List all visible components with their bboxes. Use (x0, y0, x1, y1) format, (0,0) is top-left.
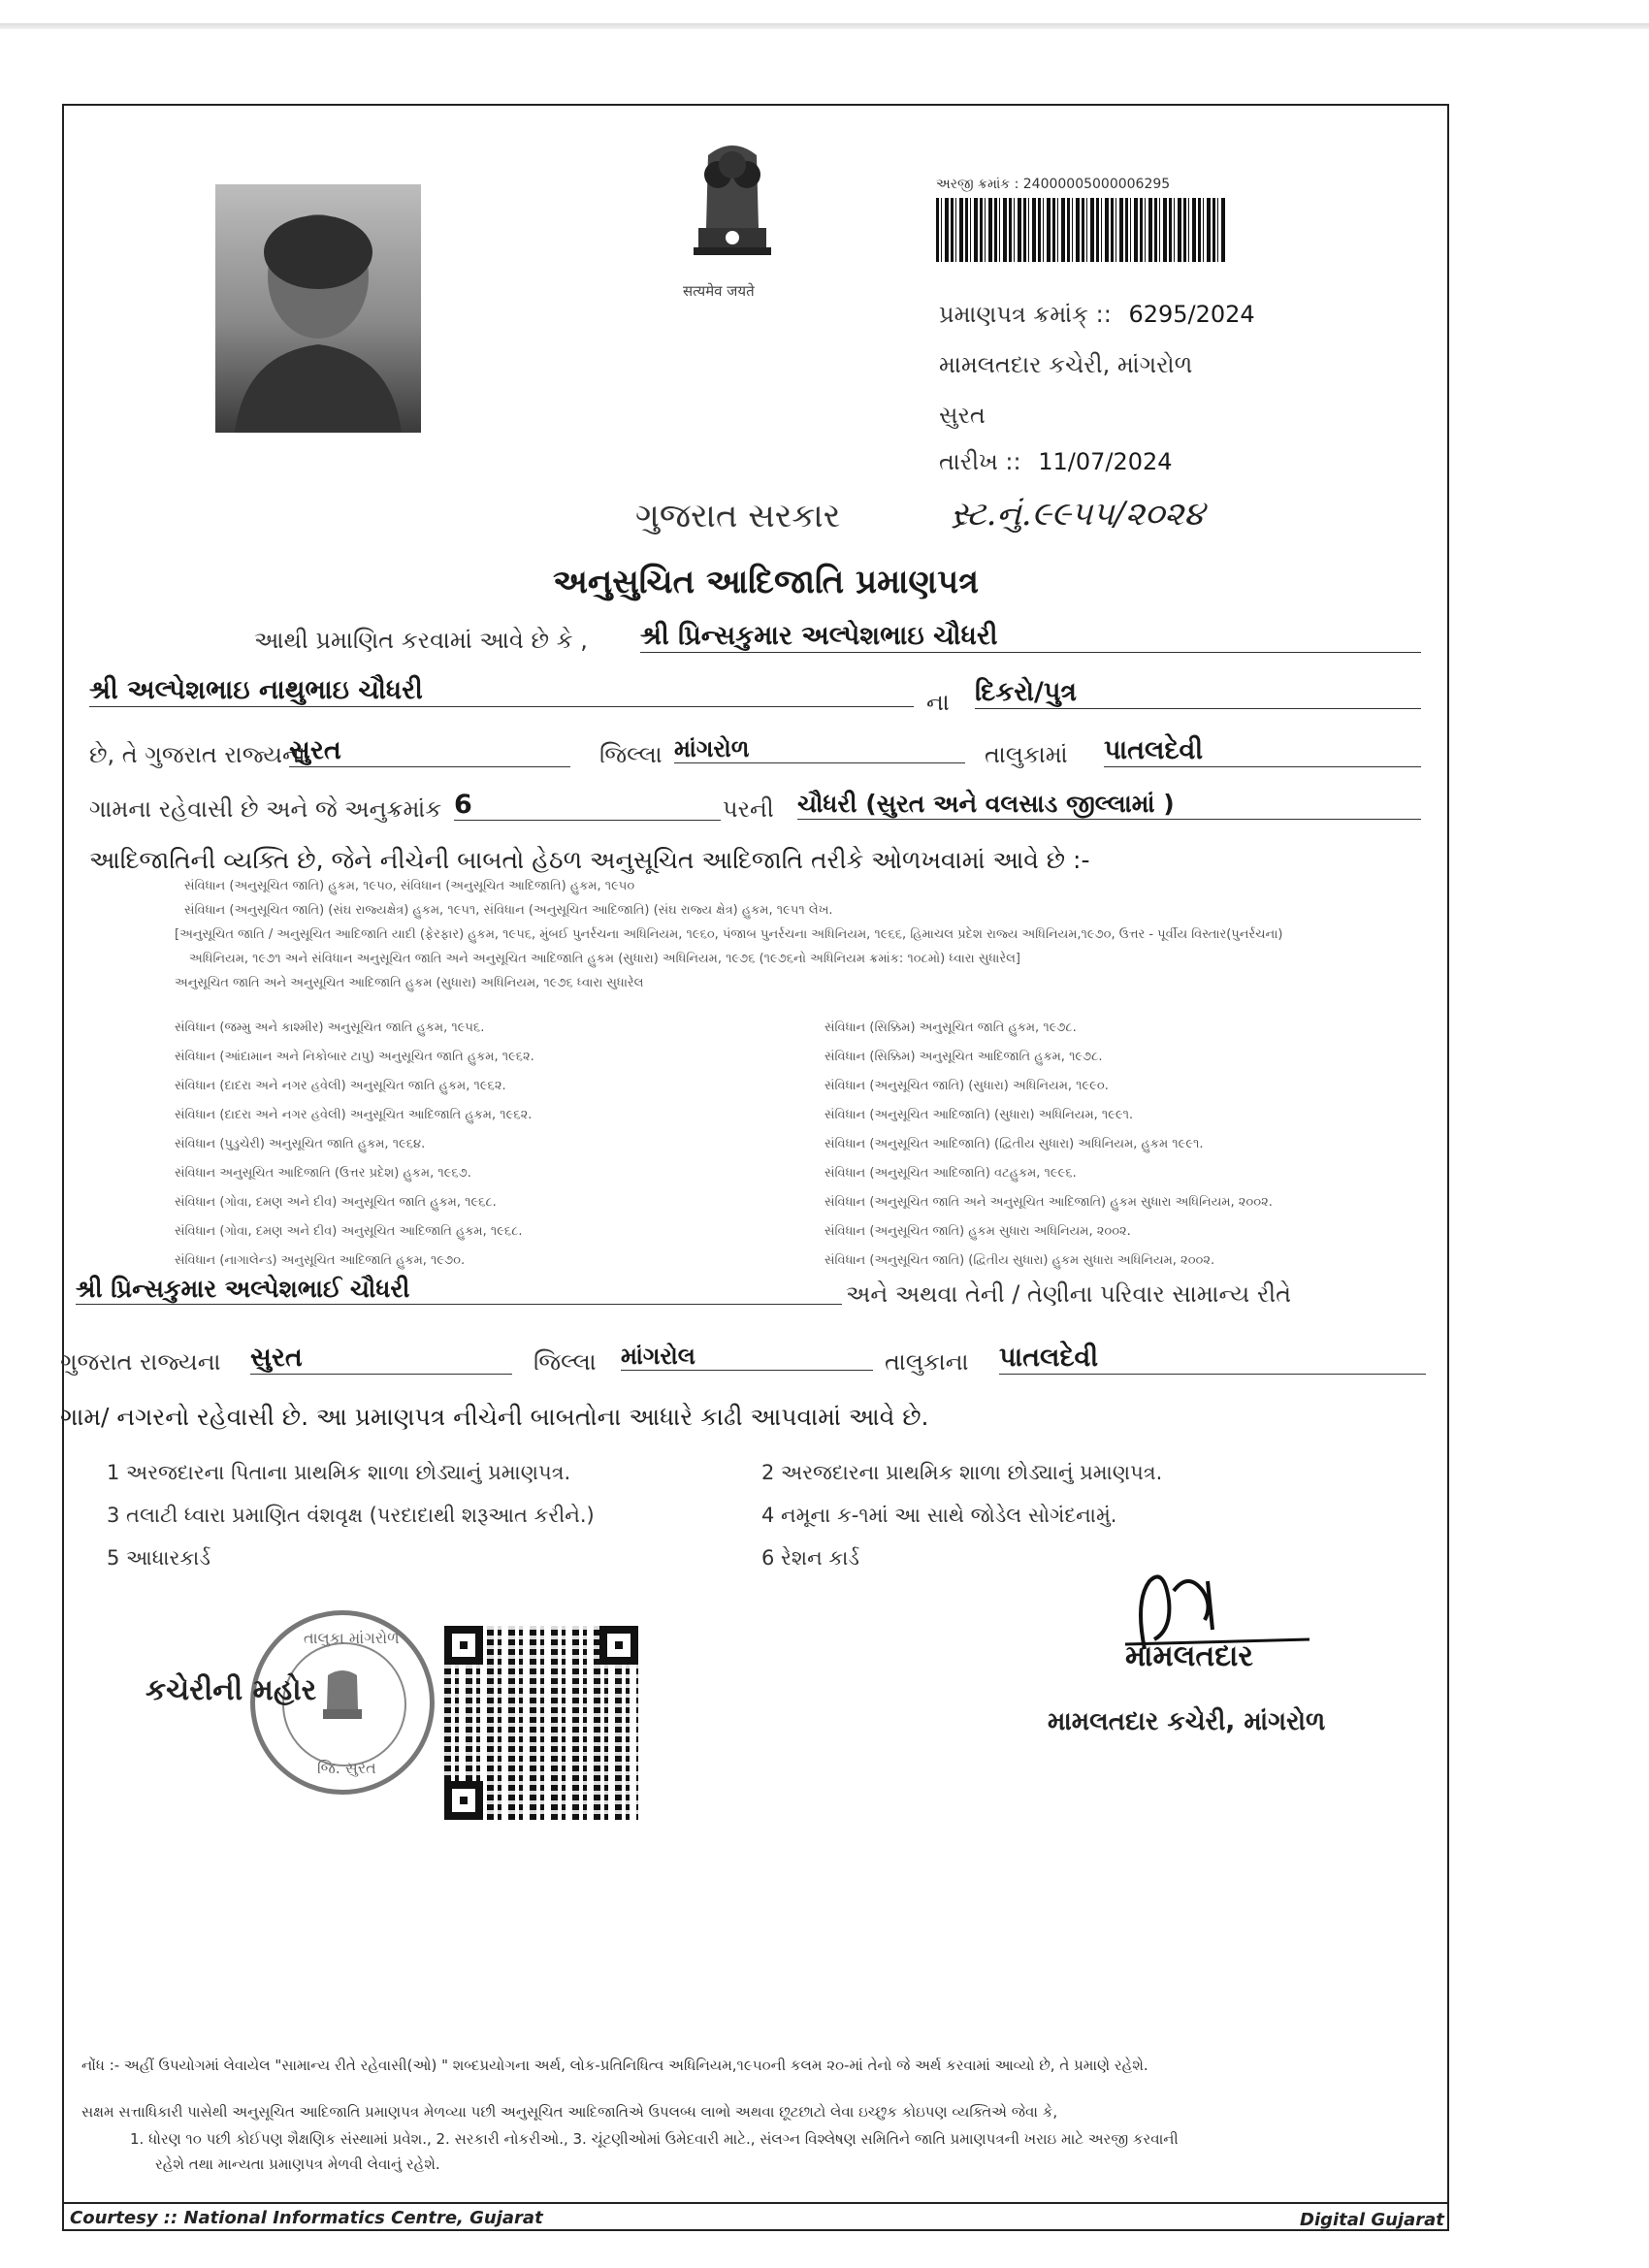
note-competent-authority: સક્ષમ સત્તાધિકારી પાસેથી અનુસૂચિત આદિજાતિ પ્રમાણપત્ર મેળવ્યા પછી અનુસૂચિત આદિજાતિએ ઉપલબ્ધ લાભો અથવા છૂટછાટો લેવા ઇચ્છુક કોઇપણ વ્યક્તિએ જેવા કે, (81, 2103, 1058, 2121)
issue-date-value: 11/07/2024 (1038, 448, 1173, 475)
family-district: સુરત (250, 1343, 512, 1375)
issue-date-label: તારીખ :: (939, 448, 1021, 475)
tribe-name: ચૌધરી (સુરત અને વલસાડ જીલ્લામાં ) (797, 790, 1421, 820)
village: પાતલદેવી (1104, 735, 1421, 767)
order-item: સંવિધાન (અનુસૂચિત જાતિ) (સુધારા) અધિનિયમ, ૧૯૯૦. (824, 1079, 1109, 1093)
state-text: છે, તે ગુજરાત રાજ્યના (89, 741, 306, 768)
ashoka-emblem-icon (669, 136, 795, 281)
basis-text: ગામ/ નગરનો રહેવાસી છે. આ પ્રમાણપત્ર નીચેની બાબતોના આધારે કાઢી આપવામાં આવે છે. (60, 1403, 929, 1431)
order-item: સંવિધાન (દાદરા અને નગર હવેલી) અનુસૂચિત આદિજાતિ હુકમ, ૧૯૬૨. (175, 1108, 533, 1122)
order-item: સંવિધાન (નાગાલેન્ડ) અનુસૂચિત આદિજાતિ હુકમ, ૧૯૭૦. (175, 1253, 466, 1268)
serial-number: 6 (454, 790, 721, 821)
order-item: અધિનિયમ, ૧૯૭૧ અને સંવિધાન અનુસૂચિત જાતિ અને અનુસૂચિત આદિજાતિ હુકમ (સુધારા) અધિનિયમ, ૧૯૭૬ (૧૯૭૬નો અધિનિયમ ક્રમાંક: ૧૦૮મો) ધ્વારા સુધારેલ] (189, 952, 1020, 966)
note-residence: નોંધ :- અહીં ઉપયોગમાં લેવાયેલ "સામાન્ય રીતે રહેવાસી(ઓ) " શબ્દપ્રયોગના અર્થ, લોક-પ્રતિનિધિત્વ અધિનિયમ,૧૯૫૦ની કલમ ૨૦-માં તેનો જે અર્થ કરવામાં આવ્યો છે, તે પ્રમાણે રહેશે. (81, 2057, 1148, 2074)
footer-courtesy: Courtesy :: National Informatics Centre, Gujarat (70, 2208, 543, 2228)
order-item: સંવિધાન (અનુસૂચિત આદિજાતિ) (સુધારા) અધિનિયમ, ૧૯૯૧. (824, 1108, 1134, 1122)
office-seal-label: કચેરીની મહોર (146, 1673, 317, 1707)
family-taluka: માંગરોલ (621, 1343, 873, 1371)
document-item: 2 અરજદારના પ્રાથમિક શાળા છોડ્યાનું પ્રમાણપત્ર. (761, 1461, 1163, 1484)
taluka-label: તાલુકામાં (985, 741, 1068, 768)
signature-office: મામલતદાર કચેરી, માંગરોળ (1048, 1707, 1326, 1736)
scan-edge (0, 23, 1649, 29)
seal-ring-text: તાલુકા માંગરોળ (304, 1629, 400, 1647)
footer-brand: Digital Gujarat (1300, 2210, 1444, 2230)
note-purposes: 1. ધોરણ ૧૦ પછી કોઈપણ શૈક્ષણિક સંસ્થામાં પ્રવેશ., 2. સરકારી નોકરીઓ., 3. ચૂંટણીઓમાં ઉમેદવારી માટે., સંલગ્ન વિશ્લેષણ સમિતિને જાતિ પ્રમાણપત્રની ખરાઇ માટે અરજી કરવાની (130, 2130, 1179, 2148)
applicant-photo (215, 184, 421, 433)
certificate-number-value: 6295/2024 (1128, 301, 1255, 328)
application-number-value: 24000005000006295 (1022, 177, 1171, 192)
barcode (936, 198, 1227, 262)
family-state-text: ગુજરાત રાજ્યના (60, 1348, 221, 1376)
order-item: સંવિધાન (અનુસૂચિત જાતિ) હુકમ, ૧૯૫૦, સંવિધાન (અનુસૂચિત આદિજાતિ) હુકમ, ૧૯૫૦ (184, 879, 635, 893)
order-item: સંવિધાન (ગોવા, દમણ અને દીવ) અનુસૂચિત જાતિ હુકમ, ૧૯૬૮. (175, 1195, 497, 1210)
certify-text: આથી પ્રમાણિત કરવામાં આવે છે કે , (254, 627, 588, 654)
order-item: સંવિધાન (અનુસૂચિત જાતિ અને અનુસૂચિત આદિજાતિ) હુકમ સુધારા અધિનિયમ, ૨૦૦૨. (824, 1195, 1273, 1210)
state-district: સુરત (289, 735, 570, 767)
family-village: પાતલદેવી (999, 1343, 1426, 1375)
family-district-label: જિલ્લા (534, 1348, 597, 1376)
order-item: સંવિધાન (અનુસૂચિત જાતિ) (સંઘ રાજ્યક્ષેત્ર) હુકમ, ૧૯૫૧, સંવિધાન (અનુસૂચિત આદિજાતિ) (સંઘ રાજ્ય ક્ષેત્ર) હુકમ, ૧૯૫૧ લેખ. (184, 903, 833, 918)
order-item: અનુસૂચિત જાતિ અને અનુસૂચિત આદિજાતિ હુકમ (સુધારા) અધિનિયમ, ૧૯૭૬ ધ્વારા સુધારેલ (175, 976, 644, 990)
order-item: સંવિધાન (દાદરા અને નગર હવેલી) અનુસૂચિત જાતિ હુકમ, ૧૯૬૨. (175, 1079, 506, 1093)
document-item: 1 અરજદારના પિતાના પ્રાથમિક શાળા છોડ્યાનું પ્રમાણપત્ર. (107, 1461, 571, 1484)
document-item: 3 તલાટી ધ્વારા પ્રમાણિત વંશવૃક્ષ (પરદાદાથી શરૂઆત કરીને.) (107, 1504, 595, 1527)
certificate-title: અનુસુચિત આદિજાતિ પ્રમાણપત્ર (553, 563, 980, 601)
seal-bottom-text: જિ. સુરત (317, 1759, 376, 1777)
order-item: સંવિધાન (અનુસૂચિત આદિજાતિ) વટહુકમ, ૧૯૯૬. (824, 1166, 1077, 1181)
order-item: સંવિધાન (સિક્કિમ) અનુસૂચિત આદિજાતિ હુકમ, ૧૯૭૮. (824, 1050, 1103, 1064)
handwritten-reference: સ્ર્ટ.નું.૯૯૫૫/૨૦૨૪ (951, 495, 1205, 534)
orders-top-list (175, 879, 1282, 1000)
family-applicant-name: શ્રી પ્રિન્સકુમાર અલ્પેશભાઈ ચૌધરી (76, 1275, 842, 1305)
qr-finder (444, 1781, 483, 1820)
qr-code (444, 1626, 638, 1820)
resident-text: ગામના રહેવાસી છે અને જે અનુક્રમાંક (89, 795, 442, 823)
taluka-value: માંગરોળ (674, 735, 965, 763)
order-item: [અનુસૂચિત જાતિ / અનુસૂચિત આદિજાતિ યાદી (ફેરફાર) હુકમ, ૧૯૫૬, મુંબઈ પુનર્રચના અધિનિયમ, ૧૯૬૦, પંજાબ પુનર્રચના અધિનિયમ, ૧૯૬૬, હિમાચલ પ્રદેશ રાજ્ય અધિનિયમ,૧૯૭૦, ઉત્તર - પૂર્વીય વિસ્તાર(પુનર્રચના) (175, 927, 1283, 942)
national-emblem (669, 136, 795, 301)
na-label: ના (926, 689, 950, 716)
district-label: જિલ્લા (599, 741, 663, 768)
order-item: સંવિધાન (અનુસૂચિત જાતિ) (દ્વિતીય સુધારા) હુકમ સુધારા અધિનિયમ, ૨૦૦૨. (824, 1253, 1215, 1268)
order-item: સંવિધાન (પુડુચેરી) અનુસૂચિત જાતિ હુકમ, ૧૯૬૪. (175, 1137, 426, 1151)
seal-emblem-icon (313, 1666, 372, 1733)
certificate-number (939, 301, 1255, 328)
par-label: પરની (723, 795, 774, 823)
orders-right-list (824, 1021, 1273, 1282)
application-number-label: અરજી ક્રમાંક : (936, 177, 1019, 192)
family-text: અને અથવા તેની / તેણીના પરિવાર સામાન્ય રીતે (846, 1280, 1292, 1308)
order-item: સંવિધાન અનુસૂચિત આદિજાતિ (ઉત્તર પ્રદેશ) હુકમ, ૧૯૬૭. (175, 1166, 471, 1181)
document-item: 4 નમૂના ક-૧માં આ સાથે જોડેલ સોગંદનામું. (761, 1504, 1117, 1527)
relation: દિકરો/પુત્ર (975, 677, 1421, 709)
orders-left-list (175, 1021, 534, 1282)
tribe-text: આદિજાતિની વ્યક્તિ છે, જેને નીચેની બાબતો હેઠળ અનુસૂચિત આદિજાતિ તરીકે ઓળખવામાં આવે છે :- (89, 846, 1090, 874)
certificate-number-label: પ્રમાણપત્ર ક્રમાંક્ :: (939, 301, 1112, 328)
order-item: સંવિધાન (ગોવા, દમણ અને દીવ) અનુસૂચિત આદિજાતિ હુકમ, ૧૯૬૮. (175, 1224, 523, 1239)
document-item: 5 આધારકાર્ડ (107, 1546, 210, 1570)
order-item: સંવિધાન (સિક્કિમ) અનુસૂચિત જાતિ હુકમ, ૧૯૭૮. (824, 1021, 1077, 1035)
order-item: સંવિધાન (જમ્મુ અને કાશ્મીર) અનુસૂચિત જાતિ હુકમ, ૧૯૫૬. (175, 1021, 485, 1035)
document-item: 6 રેશન કાર્ડ (761, 1546, 859, 1570)
order-item: સંવિધાન (અનુસૂચિત જાતિ) હુકમ સુધારા અધિનિયમ, ૨૦૦૨. (824, 1224, 1131, 1239)
signature-designation: મામલતદાર (1125, 1639, 1253, 1673)
order-item: સંવિધાન (અનુસૂચિત આદિજાતિ) (દ્વિતીય સુધારા) અધિનિયમ, હુકમ ૧૯૯૧. (824, 1137, 1204, 1151)
qr-finder (599, 1626, 638, 1665)
note-validity: રહેશે તથા માન્યતા પ્રમાણપત્ર મેળવી લેવાનું રહેશે. (155, 2155, 440, 2173)
issuing-office: મામલતદાર કચેરી, માંગરોળ (939, 351, 1193, 378)
issue-date (939, 448, 1173, 475)
application-number (936, 177, 1170, 192)
parent-name: શ્રી અલ્પેશભાઇ નાથુભાઇ ચૌધરી (89, 675, 914, 707)
person-silhouette-icon (215, 184, 421, 433)
applicant-name: શ્રી પ્રિન્સકુમાર અલ્પેશભાઇ ચૌધરી (640, 621, 1421, 653)
issuing-district: સુરત (939, 402, 986, 429)
qr-finder (444, 1626, 483, 1665)
family-taluka-label: તાલુકાના (885, 1348, 969, 1376)
order-item: સંવિધાન (આંદામાન અને નિકોબાર ટાપુ) અનુસૂચિત જાતિ હુકમ, ૧૯૬૨. (175, 1050, 534, 1064)
government-title: ગુજરાત સરકાર (635, 497, 841, 535)
emblem-motto: सत्यमेव जयते (683, 282, 755, 300)
